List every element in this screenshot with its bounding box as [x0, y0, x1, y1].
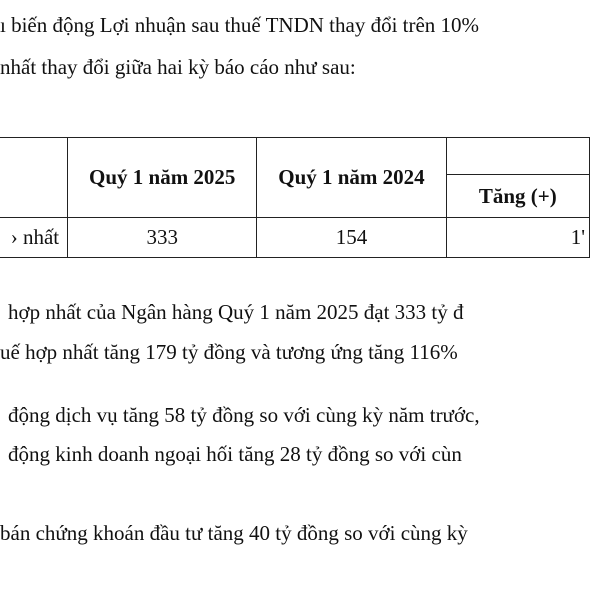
- header-change-group: [446, 138, 589, 175]
- intro-line-1: ı biến động Lợi nhuận sau thuế TNDN thay đổi trên 10%: [0, 13, 480, 37]
- cell-q1-2024: 154: [257, 218, 446, 258]
- profit-table: [0, 137, 590, 258]
- paragraph-2-line-2: động kinh doanh ngoại hối tăng 28 tỷ đồng so với cùn: [8, 442, 462, 466]
- paragraph-3-line-1: bán chứng khoán đầu tư tăng 40 tỷ đồng so với cùng kỳ: [0, 521, 468, 545]
- paragraph-1-line-1: hợp nhất của Ngân hàng Quý 1 năm 2025 đạt 333 tỷ đ: [8, 300, 464, 324]
- intro-line-2: nhất thay đổi giữa hai kỳ báo cáo như sau:: [0, 55, 356, 79]
- cell-q1-2025: 333: [68, 218, 257, 258]
- paragraph-1-line-2: uế hợp nhất tăng 179 tỷ đồng và tương ứng tăng 116%: [0, 340, 458, 364]
- header-change-increase: Tăng (+): [446, 175, 589, 218]
- row-label: › nhất: [0, 218, 68, 258]
- cell-change: 1': [446, 218, 589, 258]
- header-q1-2024: Quý 1 năm 2024: [257, 138, 446, 218]
- header-empty-cell: [0, 138, 68, 218]
- table-header-row: [0, 138, 590, 175]
- table-row: [0, 218, 590, 258]
- header-q1-2025: Quý 1 năm 2025: [68, 138, 257, 218]
- paragraph-2-line-1: động dịch vụ tăng 58 tỷ đồng so với cùng kỳ năm trước,: [8, 403, 480, 427]
